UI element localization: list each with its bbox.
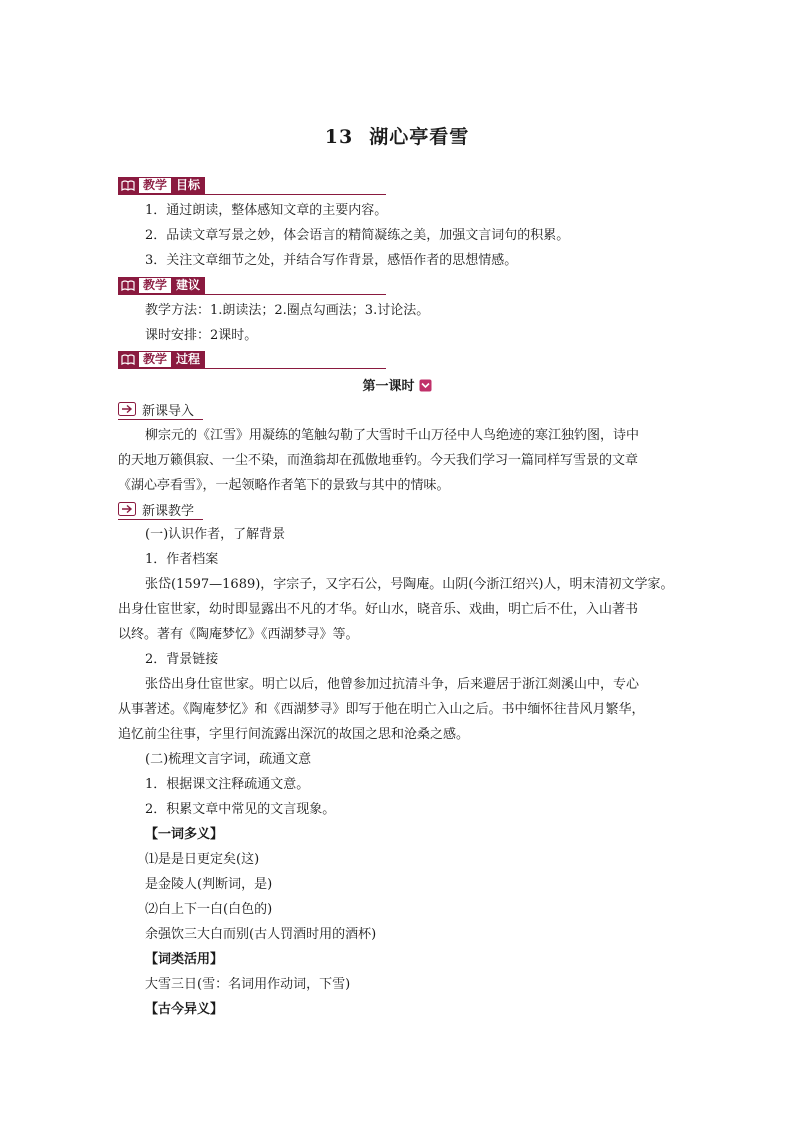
example-line: 大雪三日(雪：名词用作动词，下雪) bbox=[145, 977, 351, 992]
intro-line: 《湖心亭看雪》，一起领略作者笔下的景致与其中的情味。 bbox=[118, 478, 450, 493]
item-title: 2．背景链接 bbox=[145, 652, 219, 667]
book-icon bbox=[118, 351, 138, 368]
advice-item: 教学方法：1.朗读法；2.圈点勾画法；3.讨论法。 bbox=[145, 303, 430, 318]
section-badge: 教学 过程 bbox=[118, 351, 205, 368]
lesson-number: 13 bbox=[324, 126, 354, 148]
book-icon bbox=[118, 177, 138, 194]
section-header-goals bbox=[118, 177, 386, 195]
category-title: 【古今异义】 bbox=[145, 1002, 224, 1017]
body-line: 从事著述。《陶庵梦忆》和《西湖梦寻》即写于他在明亡入山之后。书中缅怀往昔风月繁华， bbox=[118, 702, 645, 717]
body-line: 出身仕宦世家，幼时即显露出不凡的才华。好山水，晓音乐、戏曲，明亡后不仕，入山著书 bbox=[118, 602, 639, 617]
lesson-name: 湖心亭看雪 bbox=[369, 126, 470, 148]
page-title bbox=[0, 122, 794, 149]
body-line: 追忆前尘往事，字里行间流露出深沉的故国之思和沧桑之感。 bbox=[118, 727, 470, 742]
body-line: 张岱(1597—1689)，字宗子，又字石公，号陶庵。山阴(今浙江绍兴)人，明末清初文学家。 bbox=[145, 577, 674, 592]
goal-item: 3．关注文章细节之处，并结合写作背景，感悟作者的思想情感。 bbox=[145, 253, 518, 268]
body-line: 以终。著有《陶庵梦忆》《西湖梦寻》等。 bbox=[118, 627, 359, 642]
section-header-process bbox=[118, 351, 386, 369]
body-line: 张岱出身仕宦世家。明亡以后，他曾参加过抗清斗争，后来避居于浙江剡溪山中，专心 bbox=[145, 677, 640, 692]
example-line: ⑵白上下一白(白色的) bbox=[145, 902, 273, 917]
arrow-right-icon bbox=[118, 402, 136, 416]
chevron-down-icon bbox=[419, 379, 432, 396]
subheading-intro: 新课导入 bbox=[118, 400, 203, 418]
list-item: 2．积累文章中常见的文言现象。 bbox=[145, 802, 336, 817]
lesson-period-title: 第一课时 bbox=[0, 375, 794, 396]
section-badge: 教学 目标 bbox=[118, 177, 205, 194]
example-line: ⑴是是日更定矣(这) bbox=[145, 852, 260, 867]
item-title: 1．作者档案 bbox=[145, 552, 219, 567]
example-line: 余强饮三大白而别(古人罚酒时用的酒杯) bbox=[145, 927, 377, 942]
category-title: 【一词多义】 bbox=[145, 827, 224, 842]
advice-item: 课时安排：2课时。 bbox=[145, 328, 258, 343]
subheading-teaching: 新课教学 bbox=[118, 500, 203, 518]
goal-item: 1．通过朗读，整体感知文章的主要内容。 bbox=[145, 203, 388, 218]
section-badge: 教学 建议 bbox=[118, 277, 205, 294]
example-line: 是金陵人(判断词，是) bbox=[145, 877, 273, 892]
part-title: (一)认识作者，了解背景 bbox=[145, 527, 286, 542]
section-header-advice bbox=[118, 277, 386, 295]
arrow-right-icon bbox=[118, 502, 136, 516]
intro-line: 柳宗元的《江雪》用凝练的笔触勾勒了大雪时千山万径中人鸟绝迹的寒江独钓图，诗中 bbox=[145, 428, 640, 443]
book-icon bbox=[118, 277, 138, 294]
part-title: (二)梳理文言字词，疏通文意 bbox=[145, 752, 312, 767]
intro-line: 的天地万籁俱寂、一尘不染，而渔翁却在孤傲地垂钓。今天我们学习一篇同样写雪景的文章 bbox=[118, 453, 639, 468]
goal-item: 2．品读文章写景之妙，体会语言的精简凝练之美，加强文言词句的积累。 bbox=[145, 228, 570, 243]
list-item: 1．根据课文注释疏通文意。 bbox=[145, 777, 310, 792]
category-title: 【词类活用】 bbox=[145, 952, 224, 967]
